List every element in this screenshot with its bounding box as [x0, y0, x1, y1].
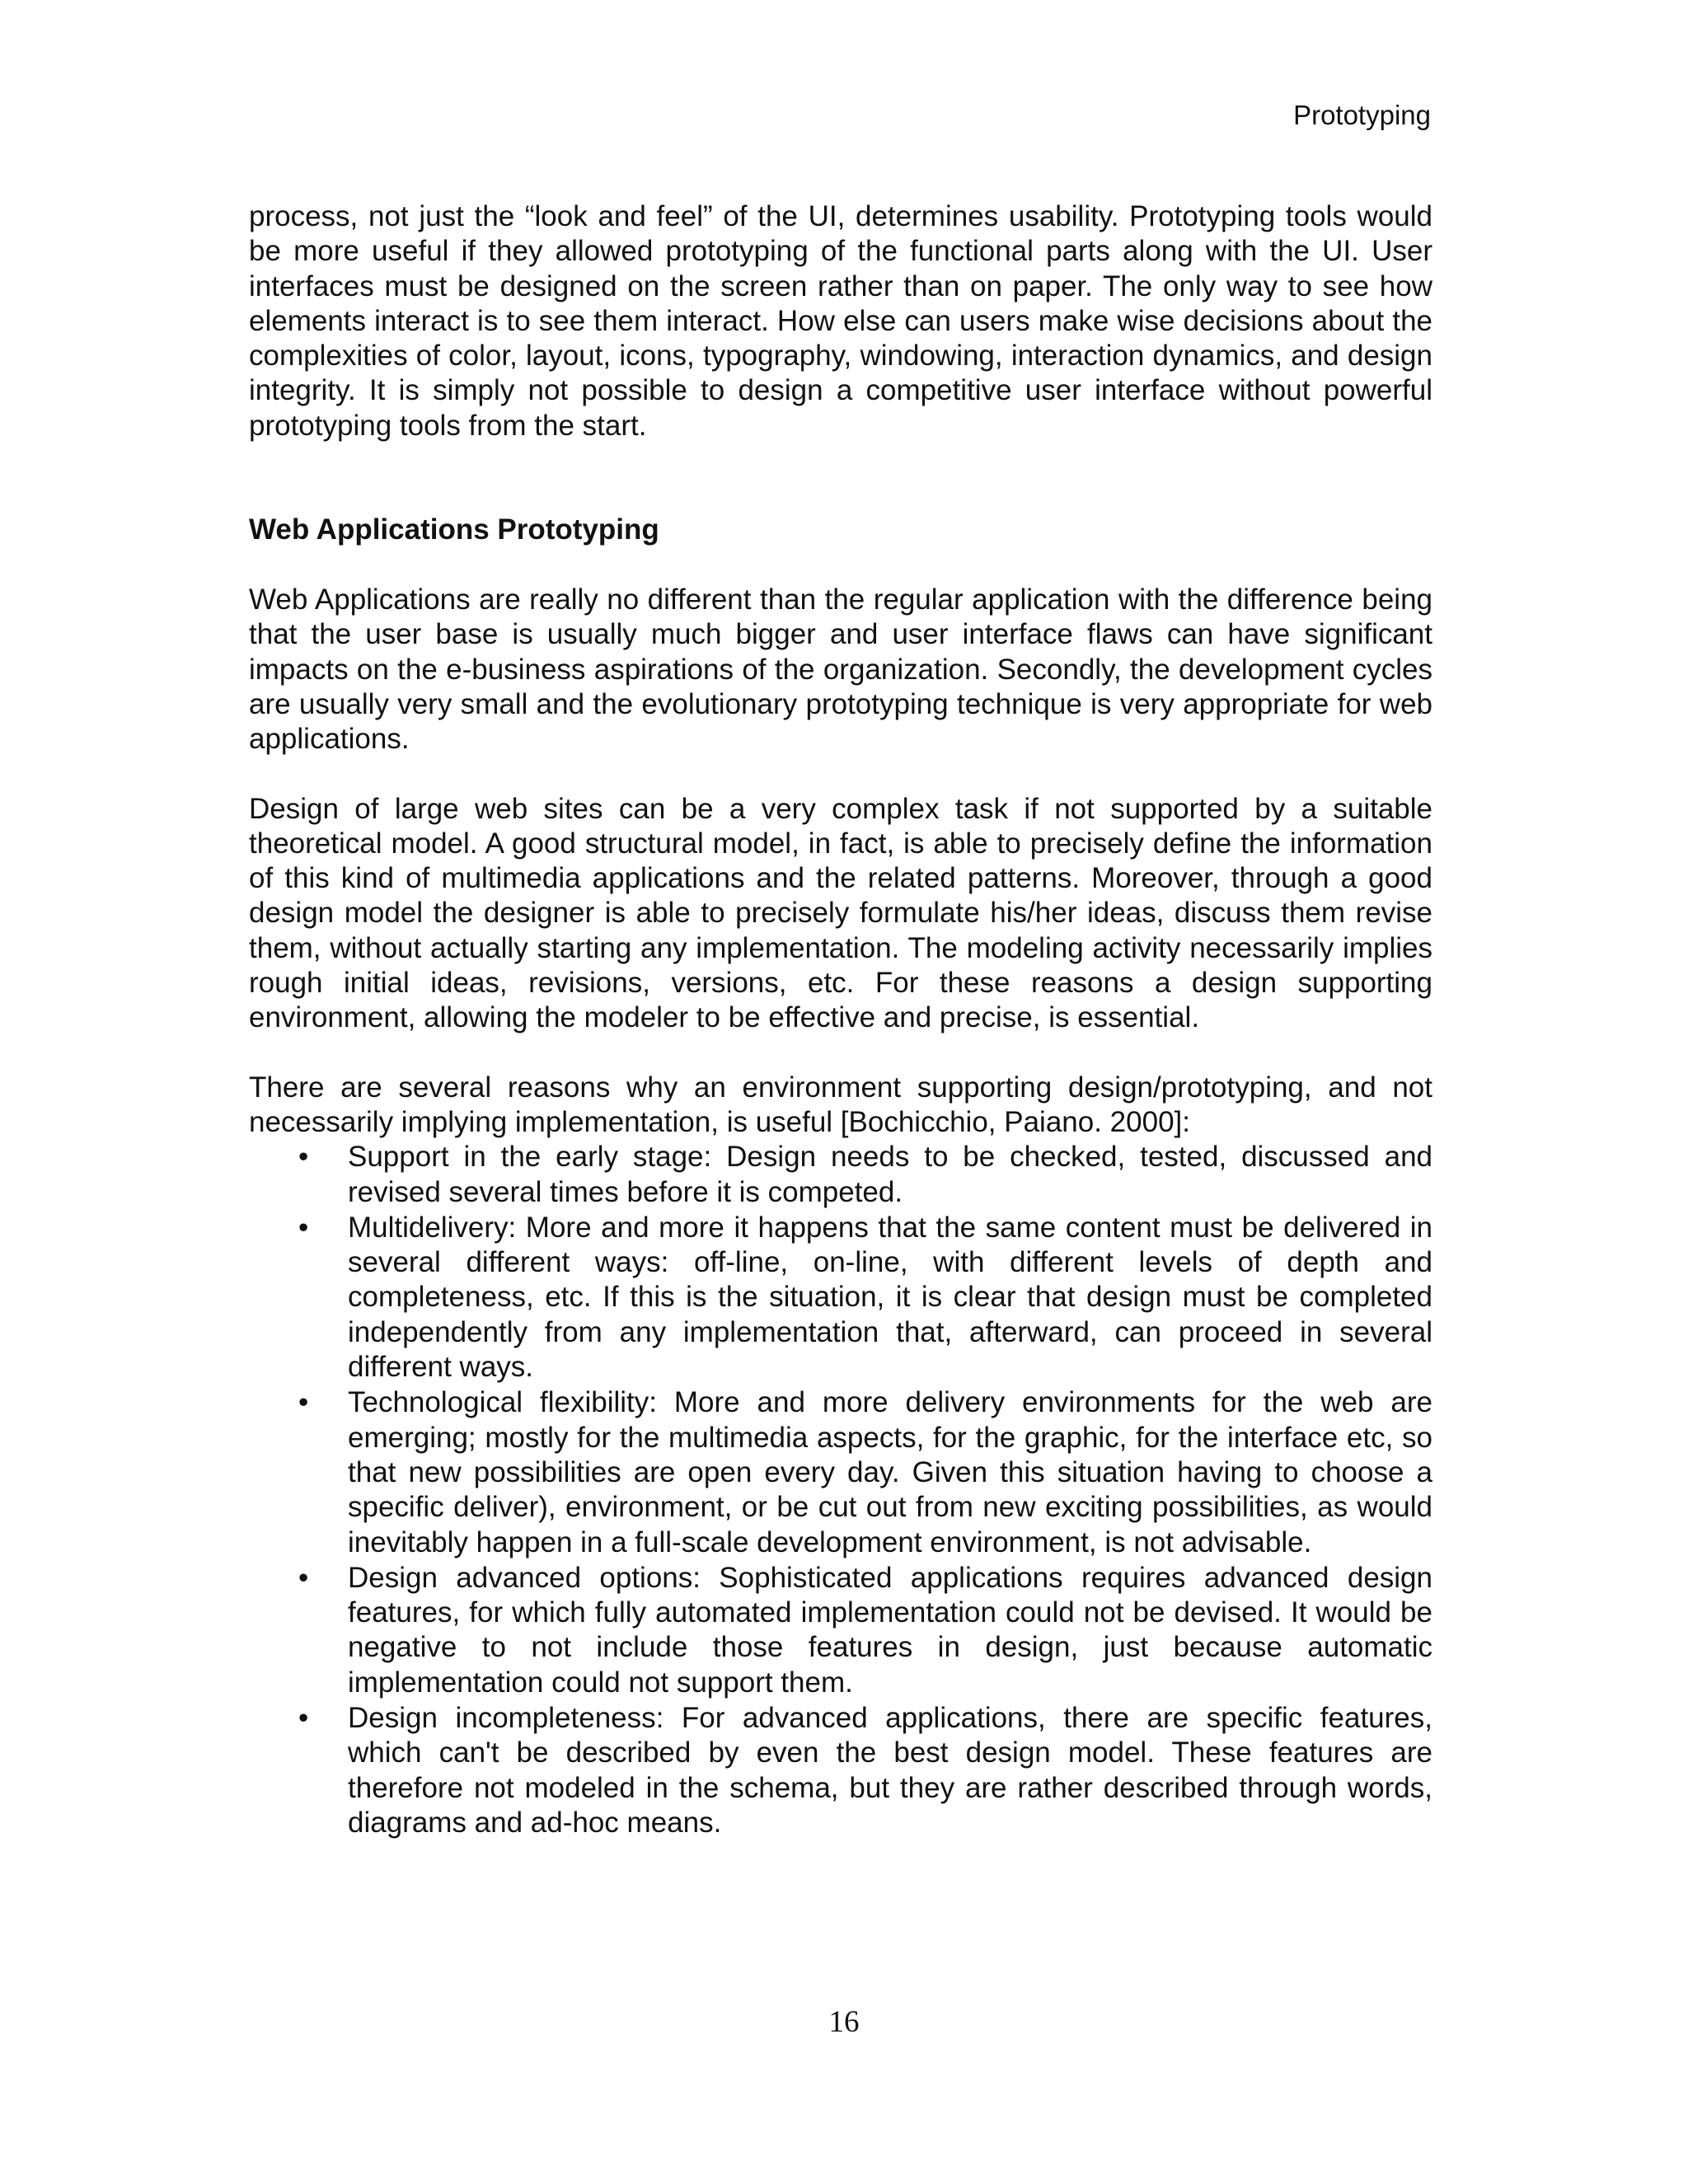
- page-body: [249, 199, 1432, 1841]
- list-item-text: Technological flexibility: More and more delivery environments for the web are emerging; mostly for the multimedia aspects, for the graphic, for the interface etc, so that new possibilities are open every day. Given this situation having to choose a specific deliver), environment, or be cut out from new exciting possibilities, as would inevitably happen in a full-scale development environment, is not advisable.: [348, 1386, 1432, 1558]
- body-paragraph: There are several reasons why an environment supporting design/prototyping, and not necessarily implying implementation, is useful [Bochicchio, Paiano. 2000]:: [249, 1071, 1432, 1138]
- page-number: 16: [828, 2005, 860, 2039]
- list-item: [249, 1561, 1432, 1700]
- bullet-icon: •: [298, 1211, 309, 1244]
- bullet-icon: •: [298, 1561, 309, 1594]
- running-header: Prototyping: [1293, 100, 1431, 130]
- list-item: [249, 1701, 1432, 1840]
- reasons-list: [249, 1140, 1432, 1840]
- list-item-text: Design advanced options: Sophisticated applications requires advanced design features, for which fully automated implementation could not be devised. It would be negative to not include those features in design, just because automatic implementation could not support them.: [348, 1561, 1432, 1699]
- list-item: [249, 1211, 1432, 1385]
- bullet-icon: •: [298, 1386, 309, 1419]
- list-item: [249, 1385, 1432, 1559]
- intro-paragraph: process, not just the “look and feel” of the UI, determines usability. Prototyping tools would be more useful if they allowed prototyping of the functional parts along with the UI. User interfaces must be designed on the screen rather than on paper. The only way to see how elements interact is to see them interact. How else can users make wise decisions about the complexities of color, layout, icons, typography, windowing, interaction dynamics, and design integrity. It is simply not possible to design a competitive user interface without powerful prototyping tools from the start.: [249, 200, 1432, 442]
- list-item-text: Design incompleteness: For advanced applications, there are specific features, which can't be described by even the best design model. These features are therefore not modeled in the schema, but they are rather described through words, diagrams and ad-hoc means.: [348, 1701, 1432, 1839]
- body-paragraph: Web Applications are really no different than the regular application with the difference being that the user base is usually much bigger and user interface flaws can have significant impacts on the e-business aspirations of the organization. Secondly, the development cycles are usually very small and the evolutionary prototyping technique is very appropriate for web applications.: [249, 583, 1432, 756]
- bullet-icon: •: [298, 1141, 309, 1174]
- list-item-text: Multidelivery: More and more it happens that the same content must be delivered in several different ways: off-line, on-line, with different levels of depth and completeness, etc. If this is the situation, it is clear that design must be completed independently from any implementation that, afterward, can proceed in several different ways.: [348, 1211, 1432, 1384]
- section-heading: Web Applications Prototyping: [249, 513, 659, 546]
- bullet-icon: •: [298, 1701, 309, 1734]
- list-item-text: Support in the early stage: Design needs to be checked, tested, discussed and revised several times before it is competed.: [348, 1141, 1432, 1208]
- list-item: [249, 1140, 1432, 1210]
- body-paragraph: Design of large web sites can be a very complex task if not supported by a suitable theoretical model. A good structural model, in fact, is able to precisely define the information of this kind of multimedia applications and the related patterns. Moreover, through a good design model the designer is able to precisely formulate his/her ideas, discuss them revise them, without actually starting any implementation. The modeling activity necessarily implies rough initial ideas, revisions, versions, etc. For these reasons a design supporting environment, allowing the modeler to be effective and precise, is essential.: [249, 792, 1432, 1034]
